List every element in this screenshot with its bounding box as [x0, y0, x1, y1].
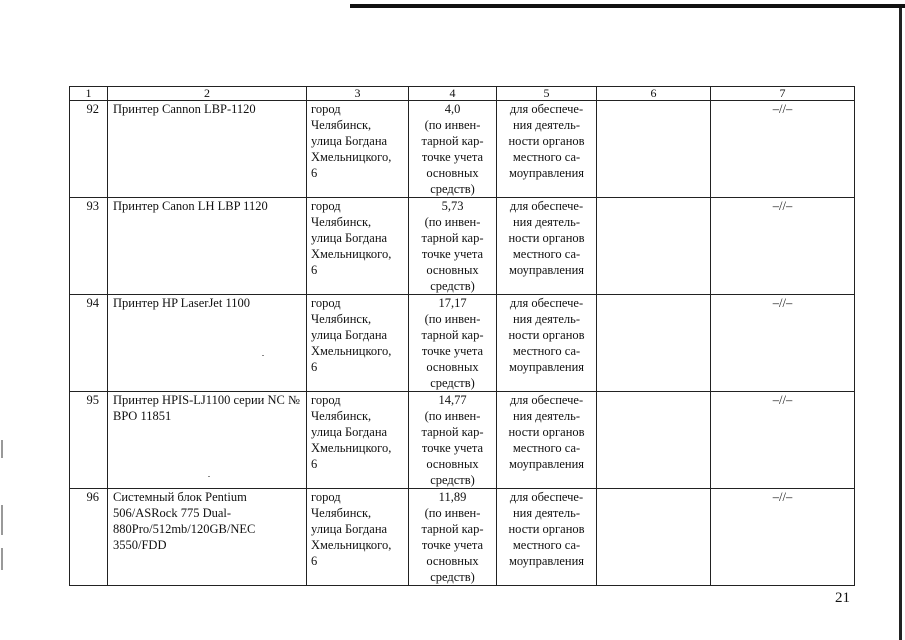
- page-number: 21: [835, 590, 850, 606]
- item-purpose-line: для обеспече-: [509, 102, 584, 116]
- item-address-line: улица Богдана: [311, 231, 388, 245]
- item-purpose-line: для обеспече-: [509, 393, 584, 407]
- item-value-line: 17,17: [438, 296, 467, 310]
- ditto-mark: –//–: [711, 392, 855, 489]
- item-value-line: точке учета: [421, 247, 484, 261]
- item-address-line: Челябинск,: [311, 506, 372, 520]
- item-address: [307, 392, 409, 489]
- ditto-mark: –//–: [711, 101, 855, 198]
- item-purpose: [497, 101, 597, 198]
- item-purpose-line: местного са-: [512, 344, 581, 358]
- item-purpose-line: местного са-: [512, 538, 581, 552]
- column-header: 2: [108, 87, 307, 101]
- item-address-line: 6: [311, 554, 318, 568]
- item-address-line: Хмельницкого,: [311, 441, 392, 455]
- item-value-line: точке учета: [421, 344, 484, 358]
- column-header: 5: [497, 87, 597, 101]
- item-purpose: [497, 489, 597, 586]
- item-name: Принтер HPIS-LJ1100 серии NC № BPO 11851: [108, 392, 307, 489]
- item-name: Принтер Canon LH LBP 1120: [108, 198, 307, 295]
- item-value: [409, 392, 497, 489]
- ditto-mark: –//–: [711, 198, 855, 295]
- page-edge-shadow: [899, 8, 902, 640]
- item-address-line: 6: [311, 263, 318, 277]
- item-value-line: (по инвен-: [424, 506, 481, 520]
- item-purpose-line: моуправления: [508, 166, 585, 180]
- row-number: 93: [70, 198, 108, 295]
- item-address-line: улица Богдана: [311, 425, 388, 439]
- item-address-line: улица Богдана: [311, 522, 388, 536]
- item-value-line: (по инвен-: [424, 312, 481, 326]
- item-purpose: [497, 295, 597, 392]
- item-value-line: основных: [426, 166, 479, 180]
- row-number: 92: [70, 101, 108, 198]
- item-value: [409, 101, 497, 198]
- item-value-line: тарной кар-: [421, 231, 484, 245]
- item-value-line: средств): [430, 570, 475, 584]
- item-address-line: Челябинск,: [311, 409, 372, 423]
- item-value-line: точке учета: [421, 538, 484, 552]
- item-value-line: средств): [430, 376, 475, 390]
- item-value-line: основных: [426, 263, 479, 277]
- margin-mark: [1, 505, 3, 535]
- item-address-line: 6: [311, 457, 318, 471]
- column-6-cell: [597, 392, 711, 489]
- item-purpose-line: местного са-: [512, 441, 581, 455]
- item-address: [307, 101, 409, 198]
- item-address-line: Челябинск,: [311, 215, 372, 229]
- item-purpose-line: моуправления: [508, 263, 585, 277]
- margin-mark: [1, 440, 3, 458]
- item-value-line: средств): [430, 182, 475, 196]
- column-header: 6: [597, 87, 711, 101]
- item-address-line: 6: [311, 360, 318, 374]
- item-value-line: (по инвен-: [424, 409, 481, 423]
- item-address-line: город: [311, 393, 341, 407]
- table-row: [70, 295, 855, 392]
- item-value-line: тарной кар-: [421, 328, 484, 342]
- item-name: Принтер Cannon LBP-1120: [108, 101, 307, 198]
- item-value-line: (по инвен-: [424, 118, 481, 132]
- item-address-line: город: [311, 102, 341, 116]
- column-6-cell: [597, 489, 711, 586]
- item-purpose-line: местного са-: [512, 150, 581, 164]
- table-row: [70, 489, 855, 586]
- row-number: 95: [70, 392, 108, 489]
- item-purpose-line: ности органов: [508, 522, 585, 536]
- column-6-cell: [597, 198, 711, 295]
- item-value-line: тарной кар-: [421, 425, 484, 439]
- item-address-line: Хмельницкого,: [311, 344, 392, 358]
- item-value-line: точке учета: [421, 441, 484, 455]
- item-address-line: Хмельницкого,: [311, 538, 392, 552]
- margin-mark: [1, 548, 3, 570]
- table-row: [70, 101, 855, 198]
- item-address-line: город: [311, 490, 341, 504]
- item-value-line: 14,77: [438, 393, 467, 407]
- ditto-mark: –//–: [711, 489, 855, 586]
- item-purpose: [497, 198, 597, 295]
- item-value-line: средств): [430, 279, 475, 293]
- item-address-line: Хмельницкого,: [311, 247, 392, 261]
- item-purpose-line: ния деятель-: [512, 506, 581, 520]
- column-header: 3: [307, 87, 409, 101]
- item-purpose-line: моуправления: [508, 360, 585, 374]
- item-value-line: основных: [426, 457, 479, 471]
- item-address-line: город: [311, 199, 341, 213]
- table-row: [70, 392, 855, 489]
- item-purpose-line: для обеспече-: [509, 296, 584, 310]
- item-name: Системный блок Pentium 506/ASRock 775 Dual-880Pro/512mb/120GB/NEC 3550/FDD: [108, 489, 307, 586]
- item-value-line: 11,89: [438, 490, 467, 504]
- item-address-line: улица Богдана: [311, 328, 388, 342]
- item-value-line: 4,0: [444, 102, 461, 116]
- item-purpose-line: ности органов: [508, 328, 585, 342]
- item-purpose-line: местного са-: [512, 247, 581, 261]
- item-value: [409, 198, 497, 295]
- item-value-line: основных: [426, 360, 479, 374]
- column-header: 7: [711, 87, 855, 101]
- item-value-line: 5,73: [441, 199, 464, 213]
- ditto-mark: –//–: [711, 295, 855, 392]
- item-purpose-line: ния деятель-: [512, 215, 581, 229]
- item-purpose-line: моуправления: [508, 554, 585, 568]
- item-address-line: город: [311, 296, 341, 310]
- column-6-cell: [597, 101, 711, 198]
- item-value-line: основных: [426, 554, 479, 568]
- item-purpose-line: моуправления: [508, 457, 585, 471]
- item-value: [409, 489, 497, 586]
- item-address: [307, 489, 409, 586]
- row-number: 94: [70, 295, 108, 392]
- item-purpose-line: ния деятель-: [512, 312, 581, 326]
- property-table: [69, 86, 855, 586]
- item-address-line: 6: [311, 166, 318, 180]
- item-purpose-line: ности органов: [508, 134, 585, 148]
- item-value-line: (по инвен-: [424, 215, 481, 229]
- item-value-line: точке учета: [421, 150, 484, 164]
- column-header: 1: [70, 87, 108, 101]
- item-address-line: Челябинск,: [311, 118, 372, 132]
- item-purpose-line: ния деятель-: [512, 409, 581, 423]
- item-address: [307, 198, 409, 295]
- column-header: 4: [409, 87, 497, 101]
- item-value: [409, 295, 497, 392]
- item-value-line: средств): [430, 473, 475, 487]
- item-purpose-line: ности органов: [508, 231, 585, 245]
- header-row: [70, 87, 855, 101]
- item-purpose-line: ности органов: [508, 425, 585, 439]
- item-value-line: тарной кар-: [421, 134, 484, 148]
- item-purpose-line: для обеспече-: [509, 490, 584, 504]
- item-address: [307, 295, 409, 392]
- item-value-line: тарной кар-: [421, 522, 484, 536]
- item-address-line: Хмельницкого,: [311, 150, 392, 164]
- item-address-line: Челябинск,: [311, 312, 372, 326]
- item-address-line: улица Богдана: [311, 134, 388, 148]
- top-border-rule: [350, 4, 905, 8]
- item-purpose-line: ния деятель-: [512, 118, 581, 132]
- column-6-cell: [597, 295, 711, 392]
- item-purpose-line: для обеспече-: [509, 199, 584, 213]
- item-purpose: [497, 392, 597, 489]
- row-number: 96: [70, 489, 108, 586]
- table-row: [70, 198, 855, 295]
- item-name: Принтер HP LaserJet 1100: [108, 295, 307, 392]
